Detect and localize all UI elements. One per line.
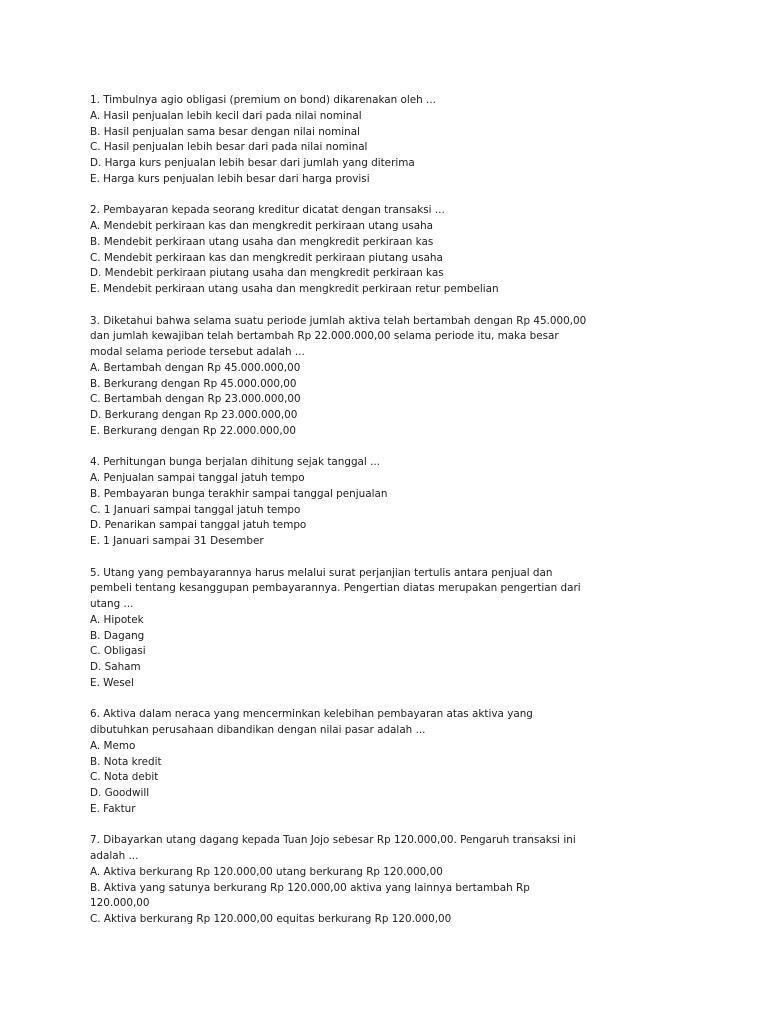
option-b: B. Mendebit perkiraan utang usaha dan mengkredit perkiraan kas [90, 235, 434, 248]
option-e: E. Wesel [90, 676, 134, 689]
option-a: A. Bertambah dengan Rp 45.000.000,00 [90, 361, 301, 374]
option-e: E. 1 Januari sampai 31 Desember [90, 535, 264, 547]
option-a: A. Hipotek [90, 613, 144, 626]
option-a: A. Penjualan sampai tanggal jatuh tempo [90, 472, 305, 484]
question-text: 1. Timbulnya agio obligasi (premium on bond) dikarenakan oleh ... [90, 94, 436, 106]
question-3 [90, 314, 690, 440]
option-c: C. Hasil penjualan lebih besar dari pada nilai nominal [90, 141, 368, 154]
question-1 [90, 93, 690, 188]
question-5 [90, 566, 690, 692]
question-7 [90, 833, 690, 928]
option-b: B. Nota kredit [90, 755, 162, 768]
option-a: A. Aktiva berkurang Rp 120.000,00 utang berkurang Rp 120.000,00 [90, 865, 443, 878]
option-b: B. Berkurang dengan Rp 45.000.000,00 [90, 377, 297, 390]
question-6 [90, 707, 690, 817]
option-c: C. 1 Januari sampai tanggal jatuh tempo [90, 503, 301, 516]
option-c: C. Bertambah dengan Rp 23.000.000,00 [90, 393, 301, 406]
option-c: C. Obligasi [90, 645, 146, 658]
option-b: B. Pembayaran bunga terakhir sampai tanggal penjualan [90, 487, 388, 500]
option-a: A. Mendebit perkiraan kas dan mengkredit perkiraan utang usaha [90, 220, 434, 232]
option-c: C. Aktiva berkurang Rp 120.000,00 equitas berkurang Rp 120.000,00 [90, 913, 452, 925]
option-a: A. Hasil penjualan lebih kecil dari pada nilai nominal [90, 109, 362, 122]
question-list [90, 93, 690, 944]
question-text: 5. Utang yang pembayarannya harus melalui surat perjanjian tertulis antara penjual dan pembeli tentang kesanggupan pembayarannya. Pengertian diatas merupakan pengertian dari utang ... [90, 566, 581, 610]
question-text: 2. Pembayaran kepada seorang kreditur dicatat dengan transaksi ... [90, 204, 445, 217]
question-text: 7. Dibayarkan utang dagang kepada Tuan Jojo sebesar Rp 120.000,00. Pengaruh transaksi ini adalah ... [90, 834, 576, 862]
question-2 [90, 203, 690, 298]
option-c: C. Mendebit perkiraan kas dan mengkredit perkiraan piutang usaha [90, 251, 443, 264]
option-d: D. Harga kurs penjualan lebih besar dari jumlah yang diterima [90, 157, 415, 169]
question-4 [90, 455, 690, 550]
option-e: E. Mendebit perkiraan utang usaha dan mengkredit perkiraan retur pembelian [90, 283, 499, 295]
option-b: B. Dagang [90, 629, 145, 642]
option-b: B. Hasil penjualan sama besar dengan nilai nominal [90, 125, 361, 138]
option-a: A. Memo [90, 739, 136, 752]
question-text: 4. Perhitungan bunga berjalan dihitung sejak tanggal ... [90, 456, 381, 469]
option-d: D. Saham [90, 661, 141, 673]
option-d: D. Berkurang dengan Rp 23.000.000,00 [90, 409, 298, 421]
option-e: E. Faktur [90, 802, 136, 815]
question-text: 3. Diketahui bahwa selama suatu periode jumlah aktiva telah bertambah dengan Rp 45.000,00 dan jumlah kewajiban telah bertambah Rp 22.000.000,00 selama periode itu, maka besar modal selama periode tersebut adalah ... [90, 314, 587, 358]
option-d: D. Mendebit perkiraan piutang usaha dan mengkredit perkiraan kas [90, 267, 444, 280]
question-text: 6. Aktiva dalam neraca yang mencerminkan kelebihan pembayaran atas aktiva yang dibutuhkan perusahaan dibandikan dengan nilai pasar adalah ... [90, 708, 533, 736]
option-c: C. Nota debit [90, 771, 159, 784]
option-e: E. Berkurang dengan Rp 22.000.000,00 [90, 424, 296, 437]
option-d: D. Penarikan sampai tanggal jatuh tempo [90, 519, 307, 532]
option-d: D. Goodwill [90, 787, 150, 799]
option-e: E. Harga kurs penjualan lebih besar dari harga provisi [90, 172, 370, 185]
option-b: B. Aktiva yang satunya berkurang Rp 120.000,00 aktiva yang lainnya bertambah Rp 120.000,00 [90, 881, 530, 910]
